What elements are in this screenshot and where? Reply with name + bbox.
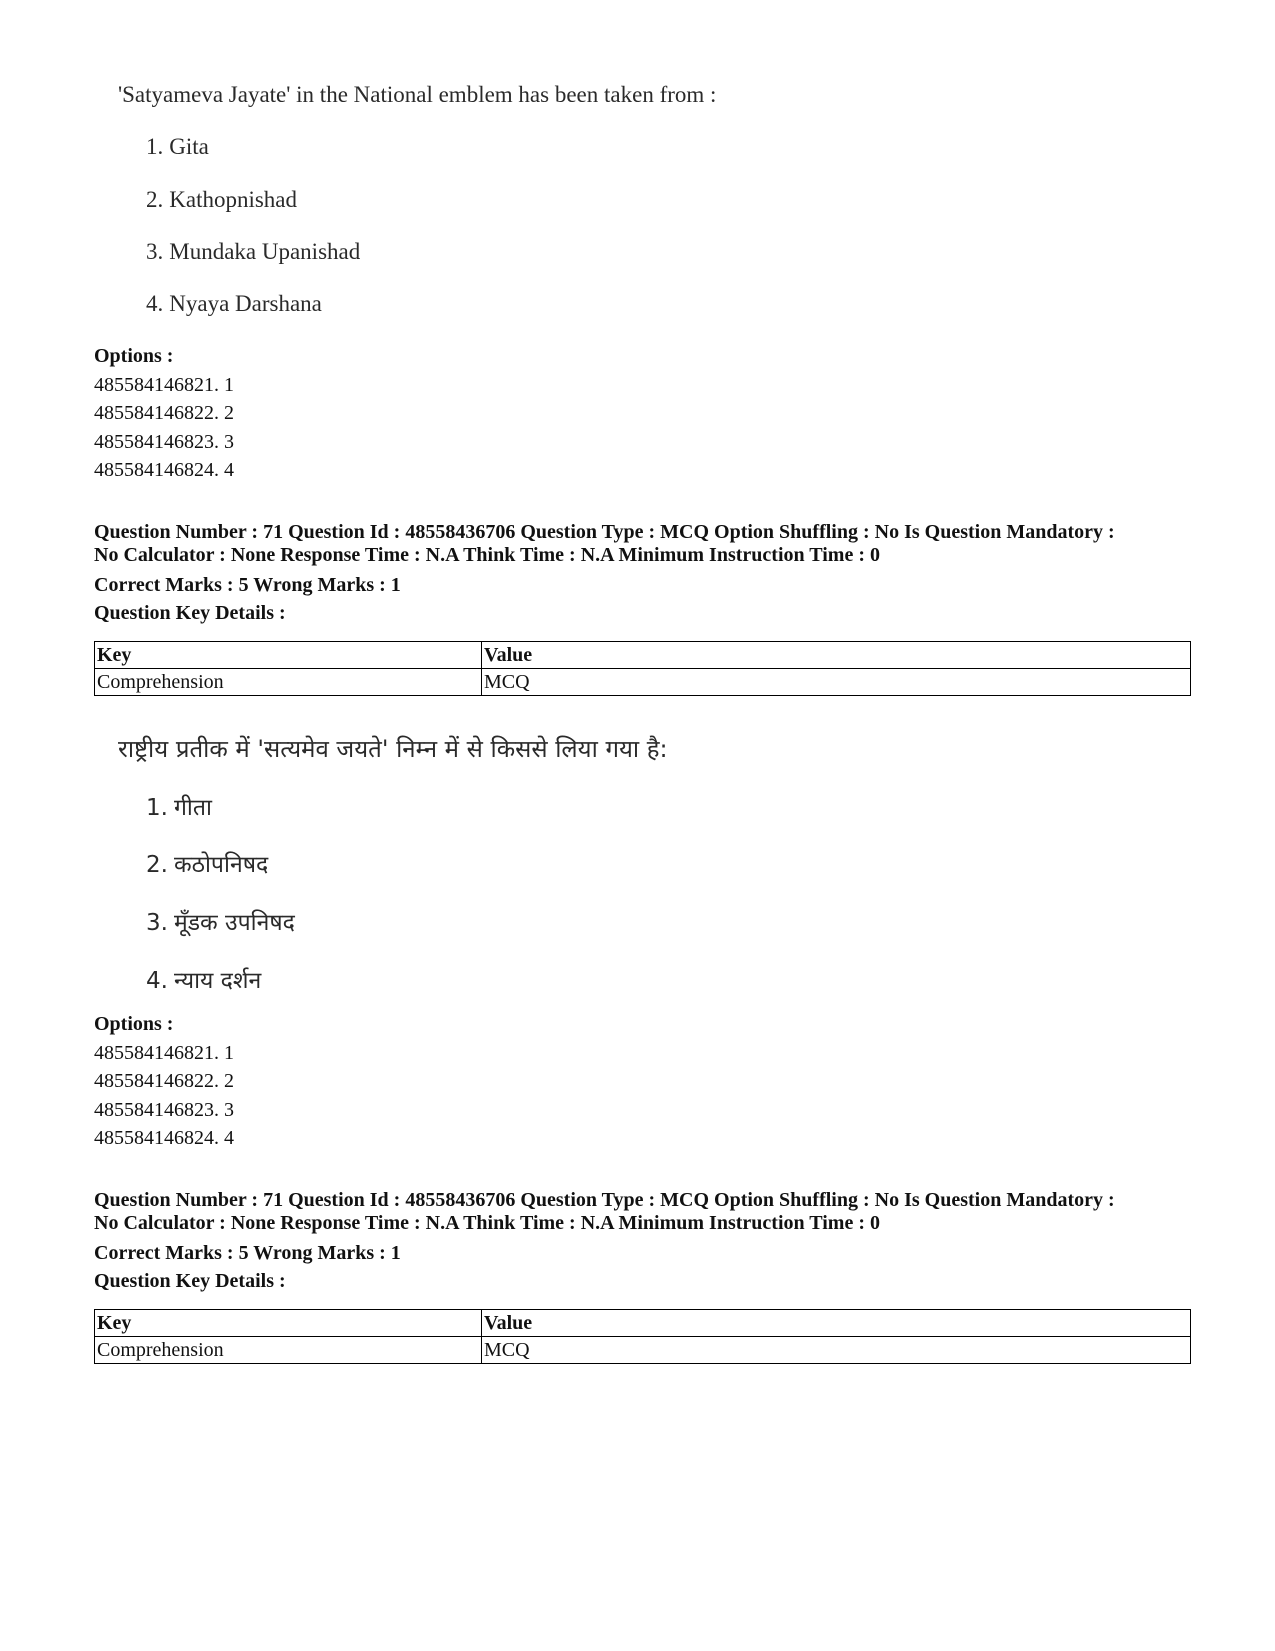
choice-text: न्याय दर्शन xyxy=(173,968,262,994)
marks-line: Correct Marks : 5 Wrong Marks : 1 xyxy=(94,1242,401,1264)
question-stem: 'Satyameva Jayate' in the National emblem has been taken from : xyxy=(118,82,717,107)
question-stem: राष्ट्रीय प्रतीक में 'सत्यमेव जयते' निम्न में से किससे लिया गया है: xyxy=(118,735,668,763)
choice-text: Nyaya Darshana xyxy=(169,291,322,316)
choice-1 xyxy=(146,134,209,160)
choice-number: 2. xyxy=(146,852,168,878)
table-cell-key: Comprehension xyxy=(95,669,482,696)
options-title: Options : xyxy=(94,1013,174,1035)
option-item: 485584146821. 1 xyxy=(94,1041,234,1064)
question-meta xyxy=(94,1189,1194,1293)
choice-text: कठोपनिषद xyxy=(173,852,269,878)
options-block xyxy=(94,1010,234,1153)
option-item: 485584146824. 4 xyxy=(94,459,234,481)
choice-text: Gita xyxy=(169,134,209,159)
choice-text: मूँडक उपनिषद xyxy=(173,910,295,936)
choice-number: 3. xyxy=(146,910,168,936)
choice-1 xyxy=(146,790,212,822)
choice-number: 3. xyxy=(146,239,164,264)
table-header-row xyxy=(95,642,1191,669)
table-cell-value: MCQ xyxy=(482,1337,1191,1364)
choice-number: 2. xyxy=(146,187,164,212)
key-details-table xyxy=(94,641,1191,696)
choice-number: 1. xyxy=(146,134,164,159)
choice-text: Mundaka Upanishad xyxy=(169,239,361,264)
option-item: 485584146821. 1 xyxy=(94,373,234,396)
key-details-label: Question Key Details : xyxy=(94,1270,286,1292)
table-row xyxy=(95,1337,1191,1364)
choice-4 xyxy=(146,963,261,995)
table-header-key: Key xyxy=(95,642,482,669)
table-header-key: Key xyxy=(95,1310,482,1337)
choice-4 xyxy=(146,291,322,317)
table-header-row xyxy=(95,1310,1191,1337)
table-cell-key: Comprehension xyxy=(95,1337,482,1364)
option-item: 485584146823. 3 xyxy=(94,430,234,453)
table-row xyxy=(95,669,1191,696)
choice-3 xyxy=(146,905,295,937)
table-header-value: Value xyxy=(482,1310,1191,1337)
option-item: 485584146822. 2 xyxy=(94,402,234,424)
key-details-table xyxy=(94,1309,1191,1364)
choice-text: Kathopnishad xyxy=(169,187,298,212)
choice-number: 4. xyxy=(146,968,168,994)
options-block xyxy=(94,342,234,485)
question-meta xyxy=(94,521,1194,625)
meta-line-2: No Calculator : None Response Time : N.A Think Time : N.A Minimum Instruction Time : 0 xyxy=(94,1212,880,1234)
choice-text: गीता xyxy=(173,795,212,821)
marks-line: Correct Marks : 5 Wrong Marks : 1 xyxy=(94,574,401,596)
choice-2 xyxy=(146,847,268,879)
options-title: Options : xyxy=(94,345,174,367)
meta-line-2: No Calculator : None Response Time : N.A Think Time : N.A Minimum Instruction Time : 0 xyxy=(94,544,880,566)
option-item: 485584146822. 2 xyxy=(94,1070,234,1092)
table-cell-value: MCQ xyxy=(482,669,1191,696)
key-details-label: Question Key Details : xyxy=(94,602,286,624)
choice-2 xyxy=(146,187,297,213)
meta-line-1: Question Number : 71 Question Id : 48558436706 Question Type : MCQ Option Shuffling : No Is Question Mandatory : xyxy=(94,521,1115,543)
meta-line-1: Question Number : 71 Question Id : 48558436706 Question Type : MCQ Option Shuffling : No Is Question Mandatory : xyxy=(94,1189,1115,1211)
option-item: 485584146824. 4 xyxy=(94,1127,234,1149)
table-header-value: Value xyxy=(482,642,1191,669)
choice-number: 1. xyxy=(146,795,168,821)
option-item: 485584146823. 3 xyxy=(94,1098,234,1121)
choice-number: 4. xyxy=(146,291,164,316)
choice-3 xyxy=(146,239,360,265)
